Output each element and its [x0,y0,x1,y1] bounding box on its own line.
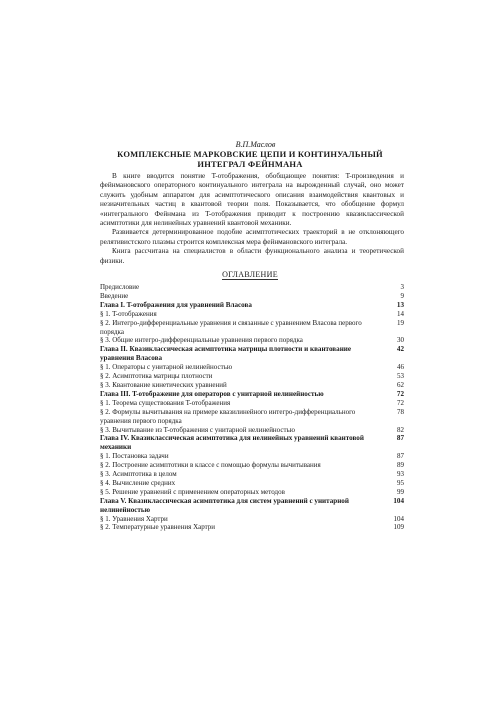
toc-entry-page: 89 [397,461,404,470]
toc-entry-page: 19 [397,318,404,327]
toc-entry-title: Глава II. Квазиклассическая асимптотика матрицы плотности и квантование уравнения Власова [100,345,352,363]
toc-entry-page: 104 [393,496,404,505]
toc-entry-title: § 3. Вычитывание из T-отображения с унитарной нелинейностью [100,425,295,434]
toc-section-row [100,372,404,381]
toc-entry-title: § 1. T-отображения [100,309,157,318]
toc-entry-title: Глава IV. Квазиклассическая асимптотика для нелинейных уравнений квантовой механики [100,434,364,452]
toc-entry-title: § 2. Температурные уравнения Хартри [100,523,216,532]
abstract-paragraph: Книга рассчитана на специалистов в области функционального анализа и теоретической физики. [100,247,404,265]
toc-section-row [100,488,404,497]
toc-entry-page: 3 [400,283,404,291]
toc-section-row [100,283,404,292]
toc-entry-page: 99 [397,487,404,496]
toc-section-row [100,310,404,319]
toc-entry-page: 30 [397,336,404,345]
toc-chapter-row [100,301,404,310]
abstract-paragraph: В книге вводится понятие T-отображения, обобщающее понятия: T-произведения и фейнмановского операторного континуального интеграла на вырожденный случай, оно может служить удобным аппаратом для асимптотического описания взаимодействия квантовых и незиачительных частиц в квантовой теории поля. Показывается, что обобщение формул «интегрального Фейнмана из T-отображения приводит к построению квазиклассической асимптотики для нелинейных уравнений квантовой механики. [100,172,404,228]
toc-entry-title: Глава III. T-отображение для операторов с унитарной нелинейностью [100,389,324,398]
toc-chapter-row [100,390,404,399]
book-title: КОМПЛЕКСНЫЕ МАРКОВСКИЕ ЦЕПИ И КОНТИНУАЛЬНЫЙ ИНТЕГРАЛ ФЕЙНМАНА [117,149,383,169]
toc-entry-page: 46 [397,363,404,372]
toc-entry-page: 93 [397,470,404,479]
toc-section-row [100,363,404,372]
toc-entry-title: § 1. Теорема существования T-отображения [100,398,231,407]
toc-entry-page: 95 [397,478,404,487]
toc-section-row [100,399,404,408]
toc-entry-page: 72 [397,398,404,407]
toc-entry-title: § 2. Асимптотика матрицы плотности [100,372,213,381]
toc-entry-page: 82 [397,425,404,434]
toc-section-row [100,336,404,345]
toc-entry-page: 62 [397,380,404,389]
toc-section-row [100,426,404,435]
toc-entry-title: Глава V. Квазиклассическая асимптотика для систем уравнений с унитарной нелинейностью [100,496,349,514]
toc-entry-title: § 3. Асимптотика в целом [100,470,177,479]
toc-entry-page: 9 [400,291,404,300]
toc-entry-page: 42 [396,345,404,354]
toc-section-row [100,470,404,479]
toc-chapter-row [100,434,404,452]
toc-entry-page: 104 [393,514,404,523]
toc-heading-text: ОГЛАВЛЕНИЕ [222,270,278,279]
toc-entry-title: § 5. Решение уравнений с применением операторных методов [100,487,285,496]
toc-entry-title: § 1. Операторы с унитарной нелинейностью [100,363,233,372]
table-of-contents [100,283,404,532]
toc-heading [100,270,400,279]
toc-entry-title: § 2. Формулы вычитывания на примере квазилинейного интегро-дифференциального уравнения первого порядка [100,407,356,425]
toc-section-row [100,319,404,337]
abstract-paragraph: Развивается детерминированное подобие асимптотических траекторий в не отклоняющего релятивистского плазмы строится комплексная мера фейнмановского интеграла. [100,228,404,246]
toc-entry-title: § 1. Постановка задачи [100,452,169,461]
author-name: В.П.Маслов [235,140,276,149]
toc-section-row [100,452,404,461]
toc-entry-page: 13 [396,300,404,309]
abstract [100,172,404,266]
toc-section-row [100,381,404,390]
toc-chapter-row [100,345,404,363]
toc-section-row [100,479,404,488]
toc-entry-page: 72 [396,389,404,398]
toc-entry-title: Введение [100,291,129,300]
toc-entry-title: § 3. Квантование кинетических уравнений [100,380,227,389]
toc-entry-title: § 4. Вычисление средних [100,478,176,487]
toc-section-row [100,408,404,426]
toc-section-row [100,523,404,532]
toc-section-row [100,461,404,470]
toc-entry-page: 14 [397,309,404,318]
toc-chapter-row [100,497,404,515]
toc-entry-title: Глава I. T-отображения для уравнений Власова [100,300,252,309]
toc-section-row [100,292,404,301]
toc-entry-page: 78 [397,407,404,416]
toc-entry-page: 87 [396,434,404,443]
toc-entry-title: § 3. Общие интегро-дифференциальные уравнения первого порядка [100,336,303,345]
toc-entry-title: Предисловие [100,283,140,291]
toc-entry-title: § 2. Построение асимптотики в классе с помощью формулы вычитывания [100,461,321,470]
toc-entry-title: § 1. Уравнения Хартри [100,514,168,523]
toc-entry-page: 53 [397,372,404,381]
toc-section-row [100,515,404,524]
toc-entry-page: 109 [393,523,404,532]
toc-entry-page: 87 [397,452,404,461]
toc-entry-title: § 2. Интегро-дифференциальные уравнения и связанные с уравнением Власова первого порядка [100,318,362,336]
